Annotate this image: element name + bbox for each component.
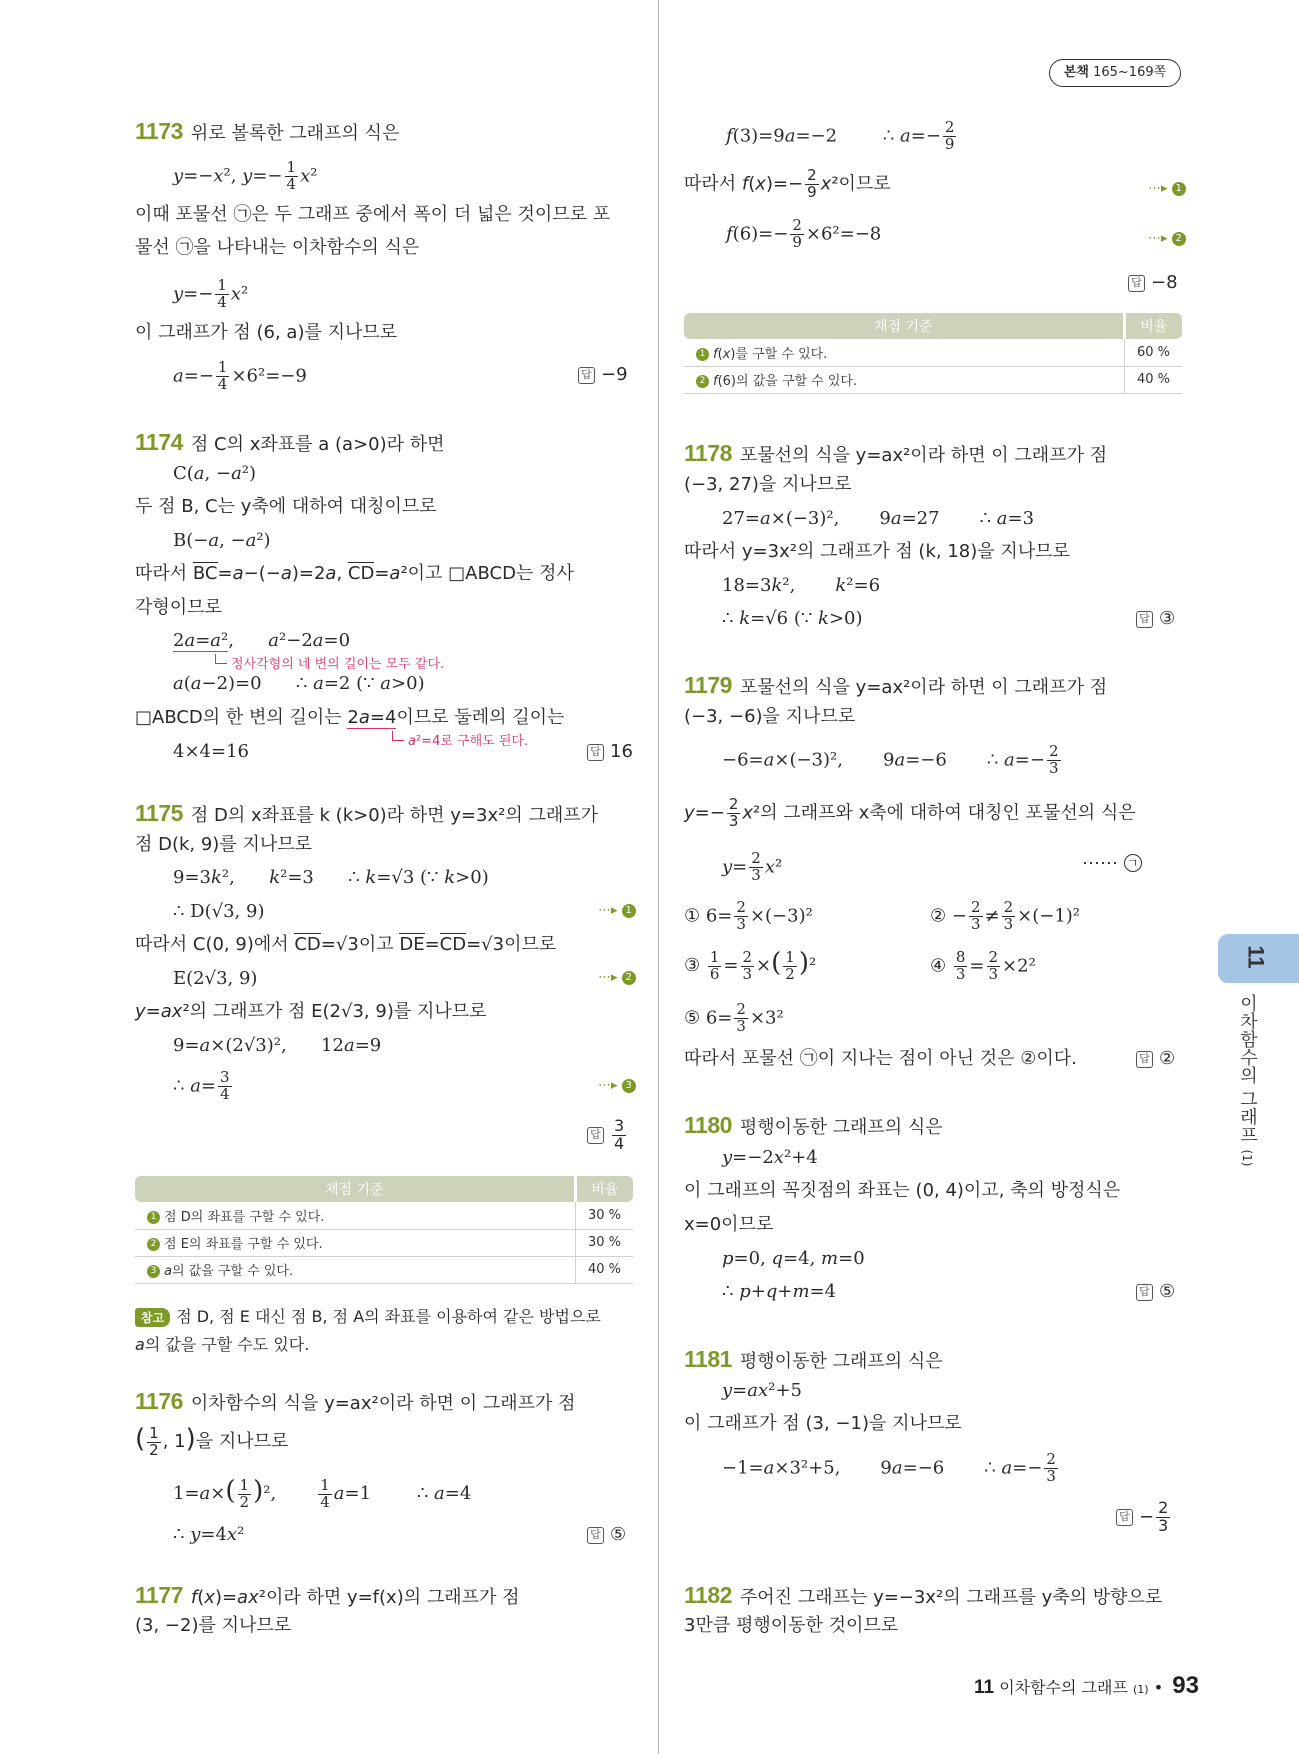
formula: ∴ a= $\frac{3}{4}$ — [173, 1068, 230, 1103]
problem-1174-heading: 1174 점 C의 x좌표를 a (a>0)라 하면 — [135, 429, 445, 455]
table-header: 비율 — [575, 1176, 633, 1202]
formula: f(3)=9a=−2 ∴ a=− $\frac{2}{9}$ — [726, 118, 955, 153]
step-marker-3: ⋯▸ 3 — [598, 1078, 636, 1093]
chapter-side-title: 이차함수의 그래프 (1) — [1237, 994, 1258, 1167]
formula: p=0, q=4, m=0 — [722, 1248, 865, 1269]
table-header: 비율 — [1124, 313, 1182, 339]
answer-icon: 답 — [1128, 275, 1145, 292]
table-header: 채점 기준 — [684, 313, 1124, 339]
text-line: ( $\frac{1}{2}$ , 1)을 지나므로 — [135, 1423, 289, 1459]
text-line: 이때 포물선 ㉠은 두 그래프 중에서 폭이 더 넓은 것이므로 포 — [135, 204, 611, 225]
text-line: y=ax²의 그래프가 점 E(2√3, 9)를 지나므로 — [135, 1001, 487, 1022]
choice-2: ② − $\frac{2}{3}$ ≠ $\frac{2}{3}$ ×(−1)² — [930, 898, 1081, 933]
text-line: 점 D(k, 9)를 지나므로 — [135, 834, 312, 855]
formula: 9=3k², k²=3 ∴ k=√3 (∵ k>0) — [173, 867, 489, 888]
problem-1178-heading: 1178 포물선의 식을 y=ax²이라 하면 이 그래프가 점 — [684, 440, 1108, 466]
text-line: 따라서 y=3x²의 그래프가 점 (k, 18)을 지나므로 — [684, 541, 1070, 562]
text-line: 이 그래프의 꼭짓점의 좌표는 (0, 4)이고, 축의 방정식은 — [684, 1180, 1121, 1201]
choice-4: ④ $\frac{8}{3}$ = $\frac{2}{3}$ ×2² — [930, 948, 1036, 983]
problem-1182-heading: 1182 주어진 그래프는 y=−3x²의 그래프를 y축의 방향으로 — [684, 1582, 1163, 1608]
formula: 4×4=16 — [173, 741, 249, 762]
column-divider — [658, 0, 659, 1754]
text-line: 따라서 f(x)=− $\frac{2}{9}$ x²이므로 — [684, 166, 891, 201]
problem-1181-heading: 1181 평행이동한 그래프의 식은 — [684, 1346, 943, 1372]
problem-1173-heading: 1173 위로 볼록한 그래프의 식은 — [135, 118, 400, 144]
answer-1181: 답 − $\frac{2}{3}$ — [1116, 1500, 1172, 1535]
choice-1: ① 6= $\frac{2}{3}$ ×(−3)² — [684, 898, 813, 933]
text-line: 물선 ㉠을 나타내는 이차함수의 식은 — [135, 237, 420, 258]
formula: y= $\frac{2}{3}$ x² — [722, 849, 783, 884]
answer-icon: 답 — [587, 1127, 604, 1144]
text-line: 따라서 포물선 ㉠이 지나는 점이 아닌 것은 ②이다. — [684, 1048, 1077, 1069]
table-row: 1 f(x)를 구할 수 있다. 60 % — [684, 339, 1182, 366]
answer-icon: 답 — [1136, 611, 1153, 628]
formula: y=−2x²+4 — [722, 1147, 818, 1168]
step-marker-2: ⋯▸ 2 — [598, 970, 636, 985]
table-row: 2 f(6)의 값을 구할 수 있다. 40 % — [684, 366, 1182, 393]
reference-pages-badge: 본책 165~169쪽 — [1049, 59, 1181, 87]
formula: 18=3k², k²=6 — [722, 575, 881, 596]
answer-icon: 답 — [1136, 1051, 1153, 1068]
formula: 9=a×(2√3)², 12a=9 — [173, 1035, 382, 1056]
formula: −1=a×3²+5, 9a=−6 ∴ a=− $\frac{2}{3}$ — [722, 1450, 1056, 1485]
formula: y=−x², y=− $\frac{1}{4}$ x² — [173, 158, 318, 193]
formula: −6=a×(−3)², 9a=−6 ∴ a=− $\frac{2}{3}$ — [722, 742, 1059, 777]
formula: ∴ y=4x² — [173, 1524, 245, 1545]
table-row: 3 a의 값을 구할 수 있다. 40 % — [135, 1256, 633, 1283]
answer-icon: 답 — [1116, 1509, 1133, 1526]
answer-1173: 답 −9 — [578, 364, 628, 385]
formula: E(2√3, 9) — [173, 968, 258, 989]
answer-1177: 답 −8 — [1128, 272, 1178, 293]
choice-3: ③ $\frac{1}{6}$ = $\frac{2}{3}$ ×( $\frac{1}{2}$ )² — [684, 947, 817, 983]
problem-1180-heading: 1180 평행이동한 그래프의 식은 — [684, 1112, 943, 1138]
answer-1180: 답 ⑤ — [1136, 1281, 1175, 1302]
text-line: x=0이므로 — [684, 1214, 774, 1235]
answer-icon: 답 — [587, 1527, 604, 1544]
table-row: 1 점 D의 좌표를 구할 수 있다. 30 % — [135, 1202, 633, 1229]
formula: 2a=a², a²−2a=0 — [173, 630, 351, 651]
answer-1176: 답 ⑤ — [587, 1524, 626, 1545]
answer-1179: 답 ② — [1136, 1048, 1175, 1069]
page-number: 93 — [1172, 1672, 1199, 1699]
text-line: □ABCD의 한 변의 길이는 2a=4이므로 둘레의 길이는 — [135, 707, 565, 728]
text-line: 따라서 C(0, 9)에서 CD=√3이고 DE=CD=√3이므로 — [135, 934, 557, 955]
formula: f(6)=− $\frac{2}{9}$ ×6²=−8 — [726, 216, 882, 251]
formula: y=ax²+5 — [722, 1380, 802, 1401]
step-marker-2: ⋯▸ 2 — [1148, 231, 1186, 246]
grading-table-1175 — [135, 1176, 633, 1284]
annotation-note: 정사각형의 네 변의 길이는 모두 같다. — [215, 653, 444, 672]
reference-note-cont: a의 값을 구할 수도 있다. — [135, 1335, 310, 1354]
text-line: 이 그래프가 점 (3, −1)을 지나므로 — [684, 1413, 962, 1434]
answer-1175: 답 $\frac{3}{4}$ — [587, 1118, 628, 1153]
formula: 1=a×( $\frac{1}{2}$ )², $\frac{1}{4}$ a=1 ∴ a=4 — [173, 1475, 472, 1511]
reference-note: 참고 점 D, 점 E 대신 점 B, 점 A의 좌표를 이용하여 같은 방법으로 — [135, 1304, 601, 1327]
text-line: (−3, 27)을 지나므로 — [684, 474, 852, 495]
label-marker: ⋯⋯ ㄱ — [1082, 853, 1142, 875]
step-marker-1: ⋯▸ 1 — [1148, 181, 1186, 196]
text-line: 각형이므로 — [135, 597, 222, 618]
formula: ∴ D(√3, 9) — [173, 901, 265, 922]
chapter-tab: 11 — [1218, 934, 1299, 983]
problem-1175-heading: 1175 점 D의 x좌표를 k (k>0)라 하면 y=3x²의 그래프가 — [135, 800, 598, 826]
text-line: (−3, −6)을 지나므로 — [684, 706, 856, 727]
formula: a=− $\frac{1}{4}$ ×6²=−9 — [173, 358, 307, 393]
answer-1178: 답 ③ — [1136, 608, 1175, 629]
problem-1179-heading: 1179 포물선의 식을 y=ax²이라 하면 이 그래프가 점 — [684, 672, 1108, 698]
answer-1174: 답 16 — [587, 741, 633, 762]
text-line: y=− $\frac{2}{3}$ x²의 그래프와 x축에 대하여 대칭인 포물선의 식은 — [684, 795, 1136, 830]
grading-table-1177 — [684, 313, 1182, 394]
text-line: 두 점 B, C는 y축에 대하여 대칭이므로 — [135, 496, 437, 517]
text-line: 이 그래프가 점 (6, a)를 지나므로 — [135, 322, 398, 343]
formula: ∴ k=√6 (∵ k>0) — [722, 608, 863, 629]
text-line: 3만큼 평행이동한 것이므로 — [684, 1615, 899, 1636]
problem-1177-heading: 1177 f(x)=ax²이라 하면 y=f(x)의 그래프가 점 — [135, 1582, 520, 1608]
answer-icon: 답 — [1136, 1284, 1153, 1301]
formula: B(−a, −a²) — [173, 530, 271, 551]
answer-icon: 답 — [578, 367, 595, 384]
formula: y=− $\frac{1}{4}$ x² — [173, 276, 249, 311]
text-line: 따라서 BC=a−(−a)=2a, CD=a²이고 □ABCD는 정사 — [135, 563, 574, 584]
formula: 27=a×(−3)², 9a=27 ∴ a=3 — [722, 508, 1035, 529]
step-marker-1: ⋯▸ 1 — [598, 903, 636, 918]
table-row: 2 점 E의 좌표를 구할 수 있다. 30 % — [135, 1229, 633, 1256]
answer-icon: 답 — [587, 744, 604, 761]
problem-1176-heading: 1176 이차함수의 식을 y=ax²이라 하면 이 그래프가 점 — [135, 1388, 576, 1414]
table-header: 채점 기준 — [135, 1176, 575, 1202]
annotation-note: a²=4로 구해도 된다. — [392, 730, 528, 749]
choice-5: ⑤ 6= $\frac{2}{3}$ ×3² — [684, 1000, 784, 1035]
text-line: (3, −2)를 지나므로 — [135, 1615, 292, 1636]
formula: ∴ p+q+m=4 — [722, 1281, 837, 1302]
formula: C(a, −a²) — [173, 463, 257, 484]
page-footer: 11 이차함수의 그래프 (1) • 93 — [974, 1672, 1199, 1699]
formula: a(a−2)=0 ∴ a=2 (∵ a>0) — [173, 673, 425, 694]
